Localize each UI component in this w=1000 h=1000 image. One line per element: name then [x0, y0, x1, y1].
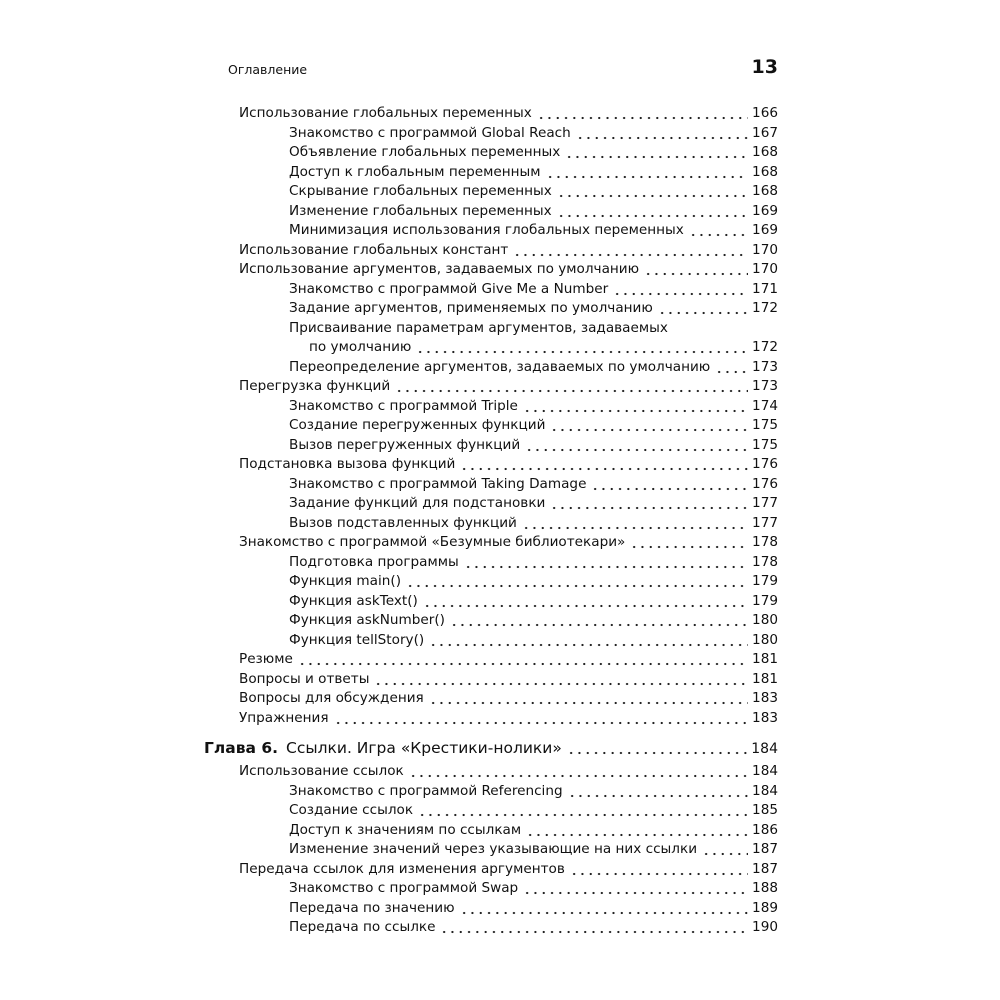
- toc-entry-title: Создание ссылок: [289, 802, 414, 818]
- toc-leader-dots: [565, 143, 748, 161]
- toc-subentry[interactable]: [289, 143, 778, 161]
- toc-leader-dots: [523, 397, 748, 415]
- toc-subentry[interactable]: [289, 436, 778, 454]
- toc-entry-title: Знакомство с программой «Безумные библиотекари»: [239, 534, 626, 550]
- toc-entry-page: 168: [752, 144, 778, 160]
- toc-entry-page: 173: [752, 378, 778, 394]
- toc-subentry[interactable]: [289, 572, 778, 590]
- toc-entry-page: 173: [752, 358, 778, 375]
- toc-entry-title: Передача по ссылке: [289, 919, 436, 935]
- toc-subentry[interactable]: [289, 163, 778, 181]
- toc-entry-page: 177: [752, 514, 778, 531]
- toc-entry[interactable]: [239, 241, 778, 259]
- toc-entry-title: Минимизация использования глобальных переменных: [289, 222, 684, 238]
- toc-entry-title: Знакомство с программой Global Reach: [289, 124, 571, 141]
- toc-subentry[interactable]: [289, 202, 778, 220]
- toc-subentry[interactable]: [289, 280, 778, 298]
- toc-entry-title: Доступ к значениям по ссылкам: [289, 821, 522, 838]
- toc-subentry[interactable]: [289, 475, 778, 493]
- toc-entry-title: Функция askText(): [289, 592, 418, 609]
- toc-entry-page: 184: [752, 782, 778, 799]
- toc-entry-title: Функция tellStory(): [289, 631, 425, 648]
- toc-leader-dots: [395, 377, 748, 395]
- toc-subentry[interactable]: [289, 397, 778, 415]
- toc-entry-title: Использование аргументов, задаваемых по умолчанию: [239, 261, 640, 277]
- toc-entry-title: Вопросы и ответы: [239, 670, 370, 687]
- toc-leader-dots: [429, 631, 748, 649]
- toc-entry-page: 166: [752, 105, 778, 121]
- toc-leader-dots: [526, 821, 748, 839]
- chapter-heading-text: [204, 739, 567, 758]
- toc-entry-page: 178: [752, 534, 778, 550]
- toc-entry-page: 168: [752, 163, 778, 180]
- toc-subentry-continuation[interactable]: [309, 338, 778, 356]
- toc-leader-dots: [409, 762, 748, 780]
- toc-entry-page: 179: [752, 592, 778, 609]
- toc-subentry[interactable]: [289, 182, 778, 200]
- toc-entry-page: 169: [752, 202, 778, 219]
- toc-entry-page: 188: [752, 880, 778, 896]
- toc-entry-title: Функция askNumber(): [289, 612, 445, 628]
- toc-entry-page: 176: [752, 475, 778, 492]
- toc-entry-title: Задание функций для подстановки: [289, 495, 546, 511]
- toc-entry-page: 179: [752, 573, 778, 589]
- toc-entry-title: по умолчанию: [309, 339, 412, 355]
- toc-entry-title: Резюме: [239, 651, 293, 667]
- toc-entry-title: Использование глобальных констант: [239, 241, 509, 258]
- toc-entry[interactable]: [239, 455, 778, 473]
- toc-entry-title: Изменение значений через указывающие на них ссылки: [289, 841, 698, 857]
- toc-subentry[interactable]: [289, 416, 778, 434]
- toc-entry-page: 186: [752, 821, 778, 838]
- toc-leader-dots: [576, 124, 748, 142]
- toc-leader-dots: [429, 689, 748, 707]
- toc-leader-dots: [715, 358, 748, 376]
- toc-entry[interactable]: [239, 762, 778, 780]
- toc-entry-title: Упражнения: [239, 709, 329, 726]
- toc-leader-dots: [644, 260, 748, 278]
- toc-leader-dots: [550, 494, 748, 512]
- toc-subentry[interactable]: [289, 782, 778, 800]
- toc-entry-title: Переопределение аргументов, задаваемых по умолчанию: [289, 358, 711, 375]
- toc-leader-dots: [374, 670, 748, 688]
- toc-subentry[interactable]: [289, 358, 778, 376]
- toc-subentry[interactable]: [289, 879, 778, 897]
- toc-leader-dots: [416, 338, 748, 356]
- toc-entry-title: Подготовка программы: [289, 553, 459, 570]
- toc-entry-title: Задание аргументов, применяемых по умолчанию: [289, 300, 653, 316]
- toc-leader-dots: [557, 202, 748, 220]
- toc-leader-dots: [406, 572, 748, 590]
- toc-entry-title: Вызов перегруженных функций: [289, 436, 521, 453]
- toc-entry-title: Использование глобальных переменных: [239, 105, 532, 121]
- toc-entry-title: Подстановка вызова функций: [239, 456, 456, 472]
- toc-subentry[interactable]: [289, 801, 778, 819]
- toc-leader-dots: [460, 899, 749, 917]
- chapter-heading[interactable]: [204, 739, 778, 757]
- toc-entry-page: 183: [752, 690, 778, 706]
- toc-entry-page: 170: [752, 241, 778, 258]
- toc-subentry[interactable]: [289, 494, 778, 512]
- toc-leader-dots: [567, 739, 747, 757]
- toc-entry-title: Вызов подставленных функций: [289, 514, 517, 531]
- toc-entry[interactable]: [239, 670, 778, 688]
- chapter-label: Глава 6.: [204, 739, 279, 757]
- toc-entry-page: 181: [752, 651, 778, 667]
- toc-subentry[interactable]: [289, 899, 778, 917]
- toc-subentry[interactable]: [289, 611, 778, 629]
- toc-entry-title: Вопросы для обсуждения: [239, 690, 424, 706]
- toc-entry-page: 184: [752, 763, 778, 779]
- toc-entry[interactable]: [239, 533, 778, 551]
- toc-leader-dots: [689, 221, 748, 239]
- toc-entry-title: Знакомство с программой Triple: [289, 397, 518, 414]
- toc-entry-title: Знакомство с программой Referencing: [289, 782, 563, 799]
- toc-entry-title: Знакомство с программой Swap: [289, 880, 519, 896]
- running-header-title: Оглавление: [228, 62, 308, 77]
- chapter-title: Ссылки. Игра «Крестики-нолики»: [286, 739, 562, 757]
- toc-entry[interactable]: [239, 377, 778, 395]
- toc-subentry[interactable]: [289, 299, 778, 317]
- toc-entry-title: Создание перегруженных функций: [289, 417, 546, 433]
- toc-leader-dots: [460, 455, 748, 473]
- toc-entry-page: 175: [752, 417, 778, 433]
- toc-entry[interactable]: [239, 709, 778, 727]
- chapter-page: 184: [751, 741, 778, 757]
- toc-entry-page: 181: [752, 670, 778, 687]
- toc-entry-page: 167: [752, 124, 778, 141]
- toc-leader-dots: [298, 650, 748, 668]
- toc-entry-page: 171: [752, 280, 778, 297]
- toc-leader-dots: [550, 416, 748, 434]
- toc-entry-title: Знакомство с программой Taking Damage: [289, 475, 587, 492]
- toc-entry[interactable]: [239, 104, 778, 122]
- toc-entry-title: Передача по значению: [289, 899, 455, 916]
- toc-entry-title: Скрывание глобальных переменных: [289, 183, 552, 199]
- toc-leader-dots: [423, 592, 748, 610]
- toc-entry-page: 172: [752, 300, 778, 316]
- toc-entry-page: 178: [752, 553, 778, 570]
- toc-entry-page: 183: [752, 709, 778, 726]
- toc-leader-dots: [658, 299, 748, 317]
- toc-leader-dots: [418, 801, 748, 819]
- toc-subentry[interactable]: [289, 821, 778, 839]
- toc-entry-page: 187: [752, 841, 778, 857]
- toc-leader-dots: [557, 182, 748, 200]
- toc-entry-title: Изменение глобальных переменных: [289, 202, 552, 219]
- toc-entry-page: 174: [752, 397, 778, 414]
- toc-leader-dots: [570, 860, 748, 878]
- toc-entry[interactable]: [239, 689, 778, 707]
- toc-entry[interactable]: [239, 650, 778, 668]
- toc-entry-page: 180: [752, 631, 778, 648]
- toc-entry-title: Функция main(): [289, 573, 402, 589]
- toc-entry-title: Знакомство с программой Give Me a Number: [289, 280, 609, 297]
- toc-subentry[interactable]: [289, 840, 778, 858]
- toc-entry-page: 185: [752, 802, 778, 818]
- toc-leader-dots: [546, 163, 749, 181]
- toc-entry[interactable]: [239, 260, 778, 278]
- toc-subentry[interactable]: [289, 124, 778, 142]
- toc-entry-page: 190: [752, 919, 778, 935]
- toc-entry-page: 187: [752, 860, 778, 877]
- toc-leader-dots: [523, 879, 748, 897]
- toc-entry-title: Передача ссылок для изменения аргументов: [239, 860, 565, 877]
- toc-entry-page: 170: [752, 261, 778, 277]
- toc-entry-page: 180: [752, 612, 778, 628]
- toc-entry-page: 168: [752, 183, 778, 199]
- toc-subentry[interactable]: [289, 221, 778, 239]
- toc-entry-page: 169: [752, 222, 778, 238]
- toc-entry-page: 177: [752, 495, 778, 511]
- toc-leader-dots: [630, 533, 748, 551]
- toc-leader-dots: [522, 514, 748, 532]
- toc-entry-page: 189: [752, 899, 778, 916]
- toc-subentry[interactable]: [289, 553, 778, 571]
- toc-subentry[interactable]: [289, 631, 778, 649]
- toc-leader-dots: [591, 475, 748, 493]
- toc-entry-page: 176: [752, 456, 778, 472]
- toc-subentry[interactable]: [289, 592, 778, 610]
- toc-entry-title: Объявление глобальных переменных: [289, 144, 561, 160]
- toc-subentry-first-line[interactable]: Присваивание параметрам аргументов, задаваемых: [289, 319, 668, 336]
- toc-leader-dots: [464, 553, 748, 571]
- toc-entry-title: Доступ к глобальным переменным: [289, 163, 541, 180]
- toc-leader-dots: [568, 782, 748, 800]
- toc-entry-title: Использование ссылок: [239, 763, 404, 779]
- toc-leader-dots: [702, 840, 748, 858]
- toc-entry-title: Перегрузка функций: [239, 378, 391, 394]
- toc-leader-dots: [334, 709, 749, 727]
- toc-leader-dots: [613, 280, 748, 298]
- toc-leader-dots: [450, 611, 748, 629]
- toc-leader-dots: [525, 436, 748, 454]
- toc-leader-dots: [513, 241, 748, 259]
- toc-subentry[interactable]: [289, 514, 778, 532]
- toc-leader-dots: [537, 104, 748, 122]
- toc-entry-page: 175: [752, 436, 778, 453]
- running-header-page-number: 13: [751, 56, 778, 78]
- toc-entry-page: 172: [752, 339, 778, 355]
- toc-leader-dots: [440, 918, 748, 936]
- toc-subentry[interactable]: [289, 918, 778, 936]
- toc-entry[interactable]: [239, 860, 778, 878]
